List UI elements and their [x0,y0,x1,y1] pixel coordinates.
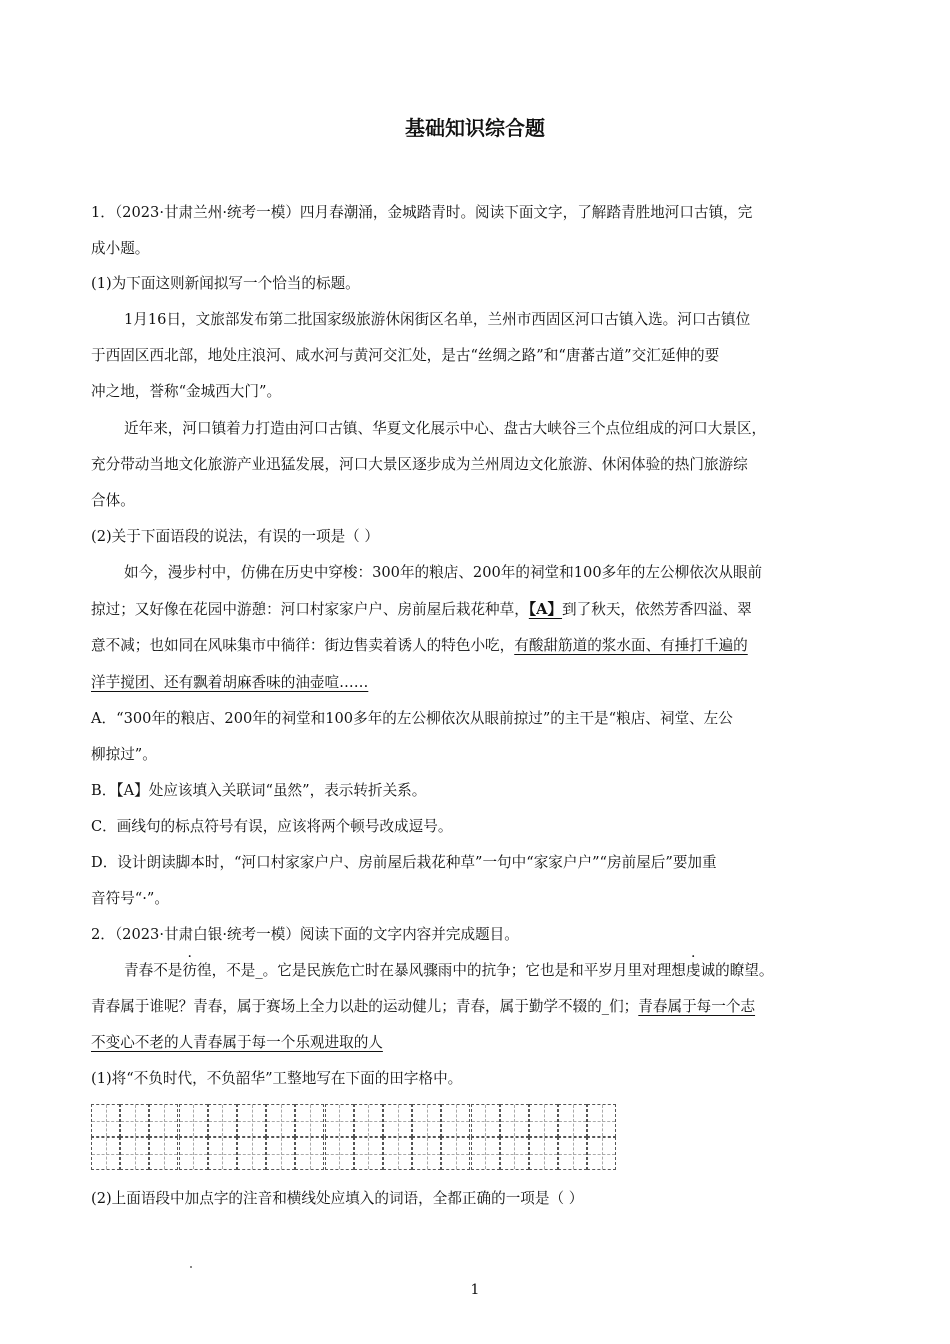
page-title: 基础知识综合题 [405,116,545,140]
grid-cell[interactable] [91,1137,120,1170]
q2-sub2: (2)上面语段中加点字的注音和横线处应填入的词语，全都正确的一项是（ ） [91,1190,584,1207]
grid-cell[interactable] [587,1104,616,1137]
grid-cell[interactable] [325,1104,354,1137]
grid-cell[interactable] [500,1104,529,1137]
news-p1-line3: 冲之地，誉称“金城西大门”。 [91,383,282,400]
news-p1-line2: 于西固区西北部，地处庄浪河、咸水河与黄河交汇处，是古“丝绸之路”和“唐蕃古道”交汇延伸的要 [91,347,720,364]
passage-line3-a: 意不减；也如同在风味集市中徜徉：街边售卖着诱人的特色小吃， [91,637,515,654]
grid-cell[interactable] [120,1104,149,1137]
q2-underlined-part2: 不变心不老的人青春属于每一个乐观进取的人 [91,1034,383,1051]
passage-line3 [91,636,748,656]
q1-stem-line1: 1．（2023·甘肃兰州·统考一模）四月春潮涌，金城踏青时。阅读下面文字，了解踏青胜地河口古镇，完 [91,204,753,221]
grid-cell[interactable] [295,1104,324,1137]
grid-cell[interactable] [558,1104,587,1137]
grid-cell[interactable] [383,1137,412,1170]
grid-cell[interactable] [266,1137,295,1170]
grid-cell[interactable] [208,1104,237,1137]
grid-cell[interactable] [587,1137,616,1170]
q2-passage-line1 [124,961,774,981]
grid-cell[interactable] [354,1104,383,1137]
option-a-line1: A．“300年的粮店、200年的祠堂和100多年的左公柳依次从眼前掠过”的主干是“粮店、祠堂、左公 [91,710,733,727]
grid-cell[interactable] [441,1104,470,1137]
q1-sub2: (2)关于下面语段的说法，有误的一项是（ ） [91,528,380,545]
q2-stem: 2．（2023·甘肃白银·统考一模）阅读下面的文字内容并完成题目。 [91,926,519,943]
grid-cell[interactable] [208,1137,237,1170]
passage-line1: 如今，漫步村中，仿佛在历史中穿梭：300年的粮店、200年的祠堂和100多年的左公柳依次从眼前 [124,564,763,581]
grid-cell[interactable] [179,1137,208,1170]
grid-cell[interactable] [412,1137,441,1170]
page-number: 1 [470,1282,480,1298]
q2-passage-line2 [91,997,755,1017]
news-p1-line1: 1月16日，文旅部发布第二批国家级旅游休闲街区名单，兰州市西固区河口古镇入选。河口古镇位 [124,311,751,328]
option-a-line2: 柳掠过”。 [91,746,157,763]
grid-cell[interactable] [529,1137,558,1170]
dotted-char-2: 虔 [685,962,701,979]
grid-cell[interactable] [237,1137,266,1170]
grid-cell[interactable] [412,1104,441,1137]
grid-cell[interactable] [266,1104,295,1137]
grid-cell[interactable] [237,1104,266,1137]
q2-passage-line1-a: 青春不是 [124,962,183,979]
grid-cell[interactable] [558,1137,587,1170]
grid-cell[interactable] [500,1137,529,1170]
option-b: B．【A】处应该填入关联词“虽然”，表示转折关系。 [91,782,427,799]
tianzige-grid[interactable] [91,1104,617,1170]
q2-passage-line2-a: 青春属于谁呢？青春，属于赛场上全力以赴的运动健儿；青春，属于勤学不辍的_们； [91,998,639,1015]
passage-line2-a: 掠过；又好像在花园中游憩：河口村家家户户、房前屋后栽花种草， [91,601,529,618]
grid-cell[interactable] [471,1104,500,1137]
grid-cell[interactable] [325,1137,354,1170]
news-p2-line2: 充分带动当地文化旅游产业迅猛发展，河口大景区逐步成为兰州周边文化旅游、休闲体验的热门旅游综 [91,456,748,473]
q2-sub1: (1)将“不负时代，不负韶华”工整地写在下面的田字格中。 [91,1070,463,1087]
underlined-sentence-part1: 有酸甜筋道的浆水面、有捶打千遍的 [514,637,748,654]
grid-cell[interactable] [149,1137,178,1170]
news-p2-line1: 近年来，河口镇着力打造由河口古镇、华夏文化展示中心、盘古大峡谷三个点位组成的河口大景区， [124,420,767,437]
passage-line2-b: 到了秋天，依然芳香四溢、翠 [562,601,752,618]
scan-speck [190,1266,192,1268]
option-d-line1: D．设计朗读脚本时，“河口村家家户户、房前屋后栽花种草”一句中“家家户户”“房前屋后”要加重 [91,854,717,871]
grid-cell[interactable] [383,1104,412,1137]
grid-cell[interactable] [179,1104,208,1137]
grid-cell[interactable] [149,1104,178,1137]
grid-cell[interactable] [529,1104,558,1137]
grid-cell[interactable] [91,1104,120,1137]
q1-stem-line2: 成小题。 [91,240,150,257]
passage-line2 [91,600,752,620]
grid-cell[interactable] [471,1137,500,1170]
dotted-char-1: 彷 [182,962,197,979]
q1-sub1: (1)为下面这则新闻拟写一个恰当的标题。 [91,275,360,292]
grid-cell[interactable] [120,1137,149,1170]
grid-cell[interactable] [354,1137,383,1170]
grid-cell[interactable] [295,1137,324,1170]
underlined-sentence-part2: 洋芋搅团、还有飘着胡麻香味的油壶喧…… [91,674,369,691]
blank-marker-a: 【A】 [528,601,563,618]
q2-underlined-part1: 青春属于每一个志 [638,998,756,1015]
news-p2-line3: 合体。 [91,492,135,509]
option-d-line2: 音符号“·”。 [91,890,169,907]
option-c: C．画线句的标点符号有误，应该将两个顿号改成逗号。 [91,818,453,835]
q2-passage-line1-c: 诚的瞭望。 [700,962,774,979]
q2-passage-line1-b: 徨，不是_。它是民族危亡时在暴风骤雨中的抗争；它也是和平岁月里对理想 [197,962,686,979]
grid-cell[interactable] [441,1137,470,1170]
